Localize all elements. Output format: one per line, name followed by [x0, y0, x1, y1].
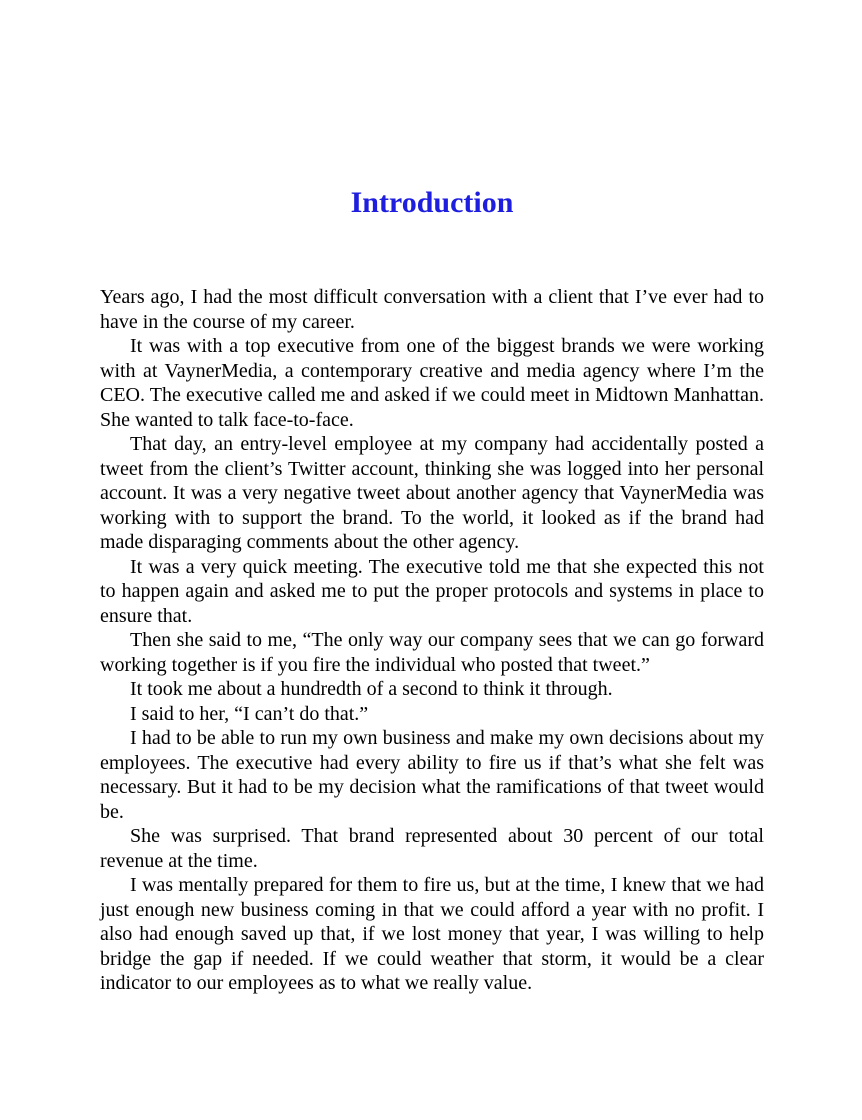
- paragraph: It was a very quick meeting. The executive told me that she expected this not to happen again and asked me to put the proper protocols and systems in place to ensure that.: [100, 555, 764, 627]
- paragraph: I said to her, “I can’t do that.”: [130, 702, 369, 725]
- paragraph: That day, an entry-level employee at my company had accidentally posted a tweet from the client’s Twitter account, thinking she was logged into her personal account. It was a very negative tweet about another agency that VaynerMedia was working with to support the brand. To the world, it looked as if the brand had made disparaging comments about the other agency.: [100, 433, 764, 553]
- text-column: [100, 0, 764, 996]
- chapter-title: Introduction: [350, 186, 514, 219]
- paragraph: Then she said to me, “The only way our company sees that we can go forward working together is if you fire the individual who posted that tweet.”: [100, 629, 764, 676]
- paragraph: I had to be able to run my own business and make my own decisions about my employees. The executive had every ability to fire us if that’s what she felt was necessary. But it had to be my decision what the ramifications of that tweet would be.: [100, 727, 764, 823]
- paragraph: It took me about a hundredth of a second to think it through.: [130, 678, 613, 700]
- paragraph: It was with a top executive from one of the biggest brands we were working with at VaynerMedia, a contemporary creative and media agency where I’m the CEO. The executive called me and asked if we could meet in Midtown Manhattan. She wanted to talk face-to-face.: [100, 335, 764, 431]
- paragraph: I was mentally prepared for them to fire us, but at the time, I knew that we had just enough new business coming in that we could afford a year with no profit. I also had enough saved up that, if we lost money that year, I was willing to help bridge the gap if needed. If we could weather that storm, it would be a clear indicator to our employees as to what we really value.: [100, 874, 764, 994]
- paragraph: She was surprised. That brand represented about 30 percent of our total revenue at the time.: [100, 825, 764, 872]
- body-text: [100, 285, 764, 996]
- paragraph: Years ago, I had the most difficult conversation with a client that I’ve ever had to have in the course of my career.: [100, 286, 764, 333]
